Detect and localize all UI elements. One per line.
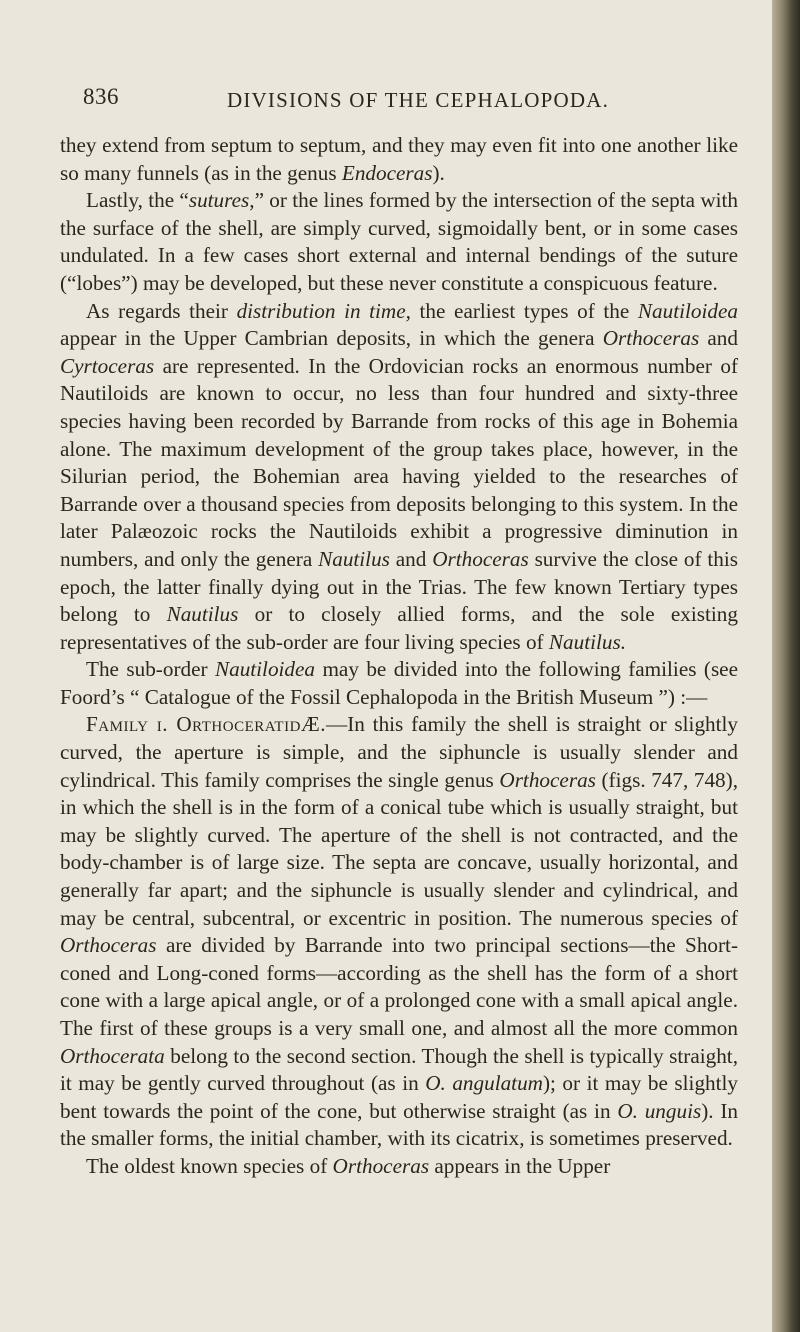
body-text	[60, 132, 738, 1181]
page-number: 836	[83, 84, 119, 109]
paragraph-3: As regards their distribution in time, the earliest types of the Nautiloidea appear in the Upper Cambrian deposits, in which the genera Orthoceras and Cyrtoceras are represented. In the Ordovician rocks an enormous number of Nautiloids are known to occur, no less than four hundred and sixty-three species having been recorded by Barrande from rocks of this age in Bohemia alone. The maximum development of the group takes place, however, in the Silurian period, the Bohemian area having yielded to the researches of Barrande over a thousand species from deposits belonging to this system. In the later Palæozoic rocks the Nautiloids exhibit a progressive diminution in numbers, and only the genera Nautilus and Orthoceras survive the close of this epoch, the latter finally dying out in the Trias. The few known Tertiary types belong to Nautilus or to closely allied forms, and the sole existing representatives of the sub-order are four living species of Nautilus.	[60, 298, 738, 654]
paragraph-6: The oldest known species of Orthoceras appears in the Upper	[86, 1153, 611, 1178]
paragraph-4: The sub-order Nautiloidea may be divided into the following families (see Foord’s “ Catalogue of the Fossil Cephalopoda in the British Museum ”) :—	[60, 657, 738, 709]
page-edge-shadow	[772, 0, 800, 1332]
paragraph-2: Lastly, the “sutures,” or the lines formed by the intersection of the septa with the surface of the shell, are simply curved, sigmoidally bent, or in some cases undulated. In a few cases short external and internal bendings of the suture (“lobes”) may be developed, but these never constitute a conspicuous feature.	[60, 188, 738, 295]
paragraph-1: they extend from septum to septum, and they may even fit into one another like so many funnels (as in the genus Endoceras).	[60, 133, 738, 185]
page-header	[83, 84, 723, 118]
family-heading: Family i. OrthoceratidÆ.	[86, 712, 327, 737]
paragraph-5: Family i. OrthoceratidÆ.—In this family the shell is straight or slightly curved, the aperture is simple, and the siphuncle is usually slender and cylindrical. This family comprises the single genus Orthoceras (figs. 747, 748), in which the shell is in the form of a conical tube which is usually straight, but may be slightly curved. The aperture of the shell is not contracted, and the body-chamber is of large size. The septa are concave, usually horizontal, and generally far apart; and the siphuncle is usually slender and cylindrical, and may be central, subcentral, or excentric in position. The numerous species of Orthoceras are divided by Barrande into two principal sections—the Short-coned and Long-coned forms—according as the shell has the form of a short cone with a large apical angle, or of a prolonged cone with a small apical angle. The first of these groups is a very small one, and almost all the more common Orthocerata belong to the second section. Though the shell is typically straight, it may be gently curved throughout (as in O. angulatum); or it may be slightly bent towards the point of the cone, but otherwise straight (as in O. unguis). In the smaller forms, the initial chamber, with its cicatrix, is sometimes preserved.	[60, 712, 738, 1151]
running-head: DIVISIONS OF THE CEPHALOPODA.	[227, 88, 610, 112]
